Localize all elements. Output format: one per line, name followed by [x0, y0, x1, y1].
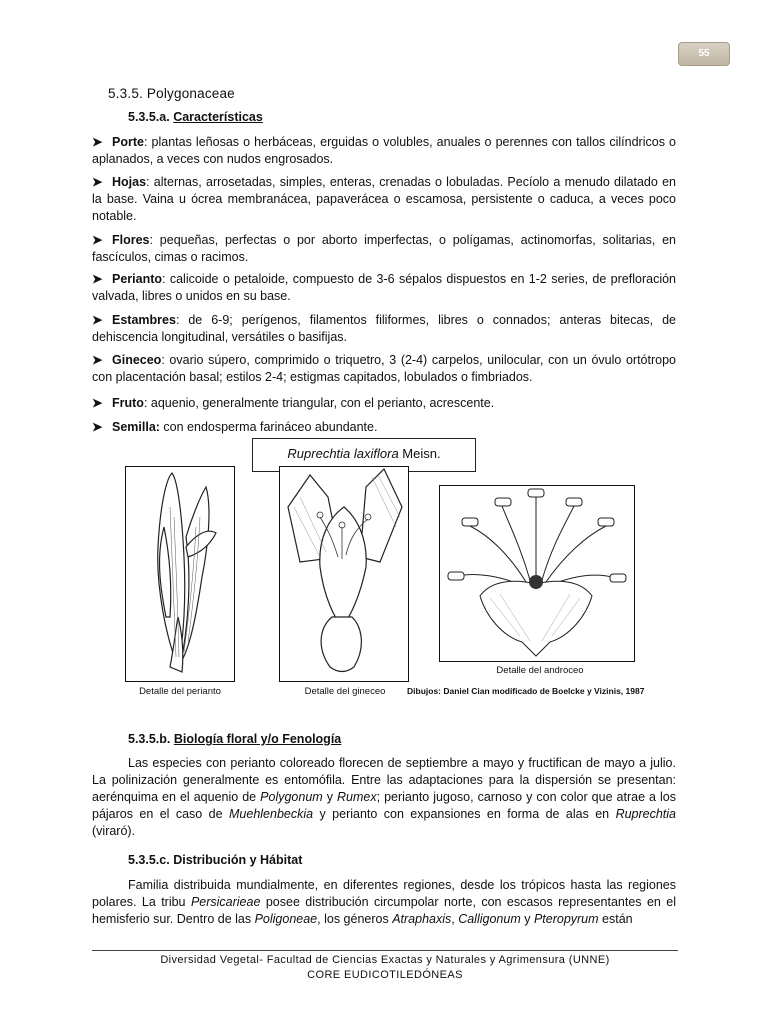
bullet-porte	[92, 134, 676, 168]
bullet-flores	[92, 232, 676, 266]
gynoecium-illustration-icon	[280, 467, 408, 681]
species-author: Meisn.	[398, 446, 441, 461]
bullet-text: : alternas, arrosetadas, simples, enteras, crenadas o lobuladas. Pecíolo a menudo dilatado en la base. Vaina u ócrea membranácea, papaverácea o escamosa, persistente o caduca, a veces poco notable.	[92, 175, 676, 223]
subsection-b-heading	[128, 732, 341, 746]
gynoecium-drawing	[279, 466, 409, 682]
text-run: (viraró).	[92, 824, 136, 838]
bullet-term: Fruto	[112, 396, 144, 410]
figure-credit: Dibujos: Daniel Cian modificado de Boelcke y Vizinis, 1987	[407, 686, 645, 696]
footer-subtitle: CORE EUDICOTILEDÓNEAS	[307, 969, 463, 981]
tribe-name: Poligoneae	[254, 912, 318, 926]
text-run: están	[598, 912, 633, 926]
text-run: y	[520, 912, 534, 926]
tribe-name: Persicarieae	[190, 895, 261, 909]
perianth-drawing	[125, 466, 235, 682]
bullet-hojas	[92, 174, 676, 225]
arrow-bullet-icon: ➤	[92, 135, 103, 149]
genus-name: Calligonum	[458, 912, 521, 926]
bullet-text: : aquenio, generalmente triangular, con el perianto, acrescente.	[143, 396, 495, 410]
androecium-caption: Detalle del androceo	[496, 665, 584, 676]
bullet-term: Hojas	[112, 175, 147, 189]
paragraph-distribucion	[92, 877, 676, 928]
species-name: Ruprechtia laxiflora	[287, 446, 399, 461]
perianth-illustration-icon	[126, 467, 234, 681]
text-run: Familia distribuida mundialmente, en diferentes regiones, desde los trópicos hasta las regiones polares. La tribu	[92, 878, 676, 909]
genus-name: Muehlenbeckia	[229, 807, 314, 821]
bullet-estambres	[92, 312, 676, 346]
text-run: ,	[451, 912, 459, 926]
bullet-term: Estambres	[112, 313, 176, 327]
bullet-term: Gineceo	[112, 353, 162, 367]
bullet-text: : pequeñas, perfectas o por aborto imperfectas, o polígamas, actinomorfas, solitarias, en fascículos, cimas o racimos.	[92, 233, 676, 264]
subsection-c-number: 5.3.5.c.	[128, 853, 170, 867]
text-run: ; perianto jugoso, carnoso y con color que atrae a los pájaros en el caso de	[92, 790, 676, 821]
bullet-term: Semilla:	[112, 420, 160, 434]
footer-divider	[92, 950, 678, 951]
text-run: , los géneros	[317, 912, 393, 926]
subsection-b-title: Biología floral y/o Fenología	[173, 732, 342, 746]
text-run: y perianto con expansiones en forma de alas en	[313, 807, 616, 821]
perianth-caption: Detalle del perianto	[139, 686, 221, 697]
footer-institution: Diversidad Vegetal- Facultad de Ciencias Exactas y Naturales y Agrimensura (UNNE)	[160, 954, 610, 966]
subsection-a-heading	[128, 110, 263, 124]
bullet-text: : calicoide o petaloide, compuesto de 3-6 sépalos dispuestos en 1-2 series, de prefloración valvada, libres o unidos en su base.	[92, 272, 676, 303]
paragraph-biologia-floral	[92, 755, 676, 840]
genus-name: Rumex	[337, 790, 377, 804]
subsection-c-heading	[128, 853, 302, 867]
arrow-bullet-icon: ➤	[92, 272, 103, 286]
bullet-semilla	[92, 419, 676, 436]
bullet-gineceo	[92, 352, 676, 386]
genus-name: Polygonum	[260, 790, 323, 804]
bullet-term: Porte	[112, 135, 144, 149]
arrow-bullet-icon: ➤	[92, 313, 103, 327]
subsection-a-number: 5.3.5.a.	[128, 110, 170, 124]
gynoecium-caption: Detalle del gineceo	[304, 686, 386, 697]
bullet-text: con endosperma farináceo abundante.	[159, 420, 378, 434]
page-number-badge: 55	[678, 42, 730, 66]
genus-name: Pteropyrum	[533, 912, 599, 926]
bullet-text: : ovario súpero, comprimido o triquetro, 3 (2-4) carpelos, unilocular, con un óvulo ortótropo con placentación basal; estilos 2-4; estigmas capitados, lobulados o fimbriados.	[92, 353, 676, 384]
bullet-text: : de 6-9; perígenos, filamentos filiformes, libres o connados; anteras bitecas, de dehiscencia longitudinal, versátiles o basifijas.	[92, 313, 676, 344]
genus-name: Atraphaxis	[392, 912, 452, 926]
arrow-bullet-icon: ➤	[92, 396, 103, 410]
bullet-perianto	[92, 271, 676, 305]
genus-name: Ruprechtia	[615, 807, 677, 821]
subsection-a-title: Características	[173, 110, 263, 124]
text-run: Las especies con perianto coloreado florecen de septiembre a mayo y fructifican de mayo a julio. La polinización generalmente es entomófila. Entre las adaptaciones para la dispersión se presentan: aerénquima en el aquenio de	[92, 756, 676, 804]
arrow-bullet-icon: ➤	[92, 233, 103, 247]
subsection-b-number: 5.3.5.b.	[128, 732, 171, 746]
bullet-term: Perianto	[112, 272, 163, 286]
text-run: posee distribución circumpolar norte, con escasos representantes en el hemisferio sur. Dentro de las	[92, 895, 677, 926]
subsection-c-title: Distribución y Hábitat	[173, 853, 303, 867]
androecium-drawing	[439, 485, 635, 662]
bullet-fruto	[92, 395, 676, 412]
text-run: y	[322, 790, 337, 804]
arrow-bullet-icon: ➤	[92, 353, 103, 367]
arrow-bullet-icon: ➤	[92, 420, 103, 434]
androecium-illustration-icon	[440, 486, 634, 661]
bullet-text: : plantas leñosas o herbáceas, erguidas o volubles, anuales o perennes con tallos cilíndricos o aplanados, a veces con nudos engrosados.	[92, 135, 676, 166]
arrow-bullet-icon: ➤	[92, 175, 103, 189]
section-title: 5.3.5. Polygonaceae	[108, 86, 235, 101]
bullet-term: Flores	[112, 233, 150, 247]
